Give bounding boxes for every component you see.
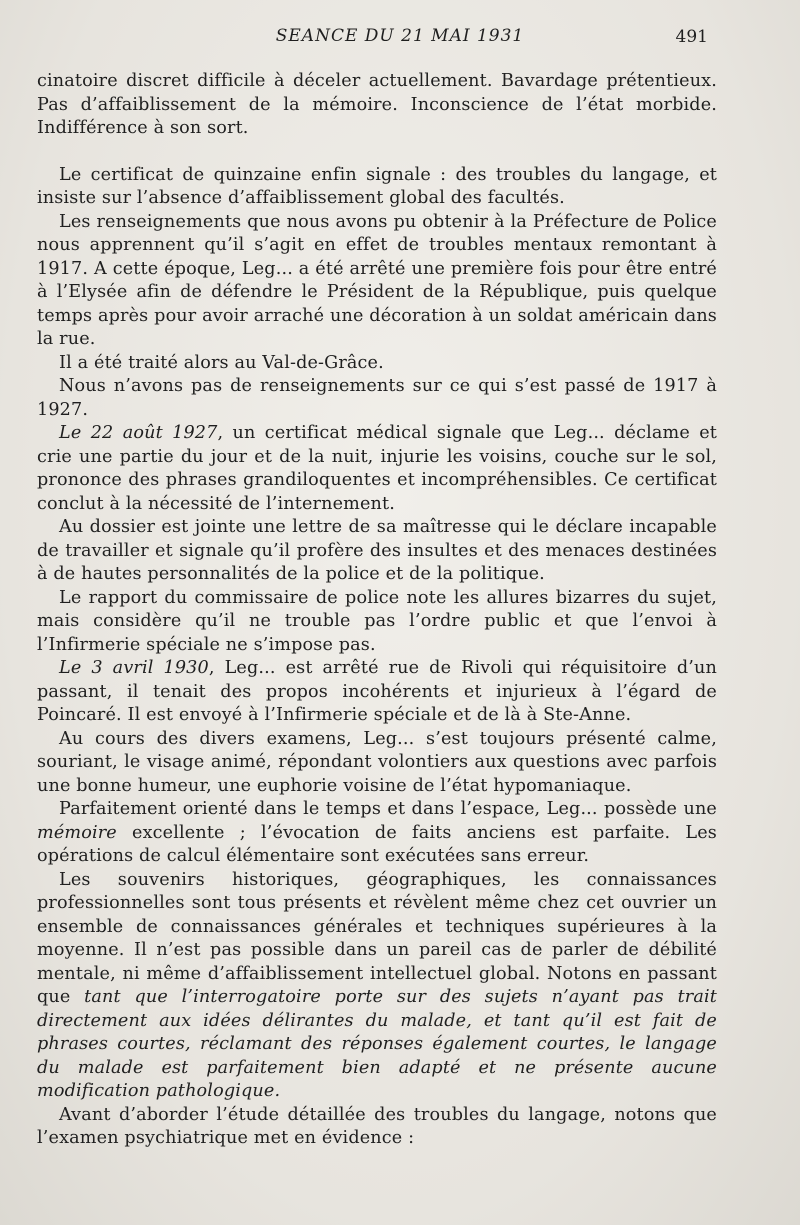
paragraph: Nous n’avons pas de renseignements sur ce qui s’est passé de 1917 à 1927. — [37, 376, 717, 420]
body-text — [37, 70, 717, 1151]
paragraph: Avant d’aborder l’étude détaillée des troubles du langage, notons que l’examen psychiatrique met en évidence : — [37, 1104, 717, 1148]
paragraph-text: excellente ; l’évocation de faits anciens est parfaite. Les opérations de calcul élémentaire sont exécutées sans erreur. — [37, 822, 717, 866]
date-phrase: Le 22 août 1927 — [59, 423, 218, 443]
paragraph — [37, 798, 717, 869]
paragraph: Il a été traité alors au Val-de-Grâce. — [59, 352, 384, 373]
paragraph — [37, 869, 717, 1104]
page-header — [0, 22, 800, 52]
page-number: 491 — [675, 27, 708, 47]
paragraph-text: , Leg... est arrêté rue de Rivoli qui réquisitoire d’un passant, il tenait des propos incohérents et injurieux à l’égard de Poincaré. Il est envoyé à l’Infirmerie spéciale et de là à Ste-Anne. — [37, 658, 717, 725]
paragraph: Les renseignements que nous avons pu obtenir à la Préfecture de Police nous apprennent qu’il s’agit en effet de troubles mentaux remontant à 1917. A cette époque, Leg... a été arrêté une première fois pour être entré à l’Elysée afin de défendre le Président de la République, puis quelque temps après pour avoir arraché une décoration à un soldat américain dans la rue. — [37, 211, 717, 349]
paragraph-text: Les souvenirs historiques, géographiques, les connaissances professionnelles sont tous présents et révèlent même chez cet ouvrier un ensemble de connaissances générales et techniques supérieures à la moyenne. Il n’est pas possible dans un pareil cas de parler de débilité mentale, ni même d’affaiblissement intellectuel global. Notons en passant que — [37, 869, 717, 1007]
date-phrase: Le 3 avril 1930 — [59, 658, 209, 678]
paragraph: Le rapport du commissaire de police note les allures bizarres du sujet, mais considère qu’il ne trouble pas l’ordre public et que l’envoi à l’Infirmerie spéciale ne s’impose pas. — [37, 587, 717, 655]
running-head: SEANCE DU 21 MAI 1931 — [275, 26, 525, 46]
emphasis: tant que l’interrogatoire porte sur des sujets n’ayant pas trait directement aux idées délirantes du malade, et tant qu’il est fait de phrases courtes, réclamant des réponses également courtes, le langage du malade est parfaitement bien adapté et ne présente aucune modification pathologique. — [37, 987, 717, 1101]
paragraph-text: Parfaitement orienté dans le temps et dans l’espace, Leg... possède une — [59, 799, 717, 819]
paragraph: Au dossier est jointe une lettre de sa maîtresse qui le déclare incapable de travailler et signale qu’il profère des insultes et des menaces destinées à de hautes personnalités de la police et de la politique. — [37, 517, 717, 584]
paragraph — [37, 422, 717, 516]
emphasis: mémoire — [37, 822, 117, 843]
paragraph-text: , un certificat médical signale que Leg... déclame et crie une partie du jour et de la nuit, injurie les voisins, couche sur le sol, prononce des phrases grandiloquentes et incompréhensibles. Ce certificat conclut à la nécessité de l’internement. — [37, 423, 717, 514]
paragraph: Le certificat de quinzaine enfin signale : des troubles du langage, et insiste sur l’absence d’affaiblissement global des facultés. — [37, 164, 717, 208]
paragraph — [37, 657, 717, 728]
paragraph: cinatoire discret difficile à déceler actuellement. Bavardage prétentieux. Pas d’affaiblissement de la mémoire. Inconscience de l’état morbide. Indifférence à son sort. — [37, 71, 717, 138]
paragraph: Au cours des divers examens, Leg... s’est toujours présenté calme, souriant, le visage animé, répondant volontiers aux questions avec parfois une bonne humeur, une euphorie voisine de l’état hypomaniaque. — [37, 728, 717, 796]
